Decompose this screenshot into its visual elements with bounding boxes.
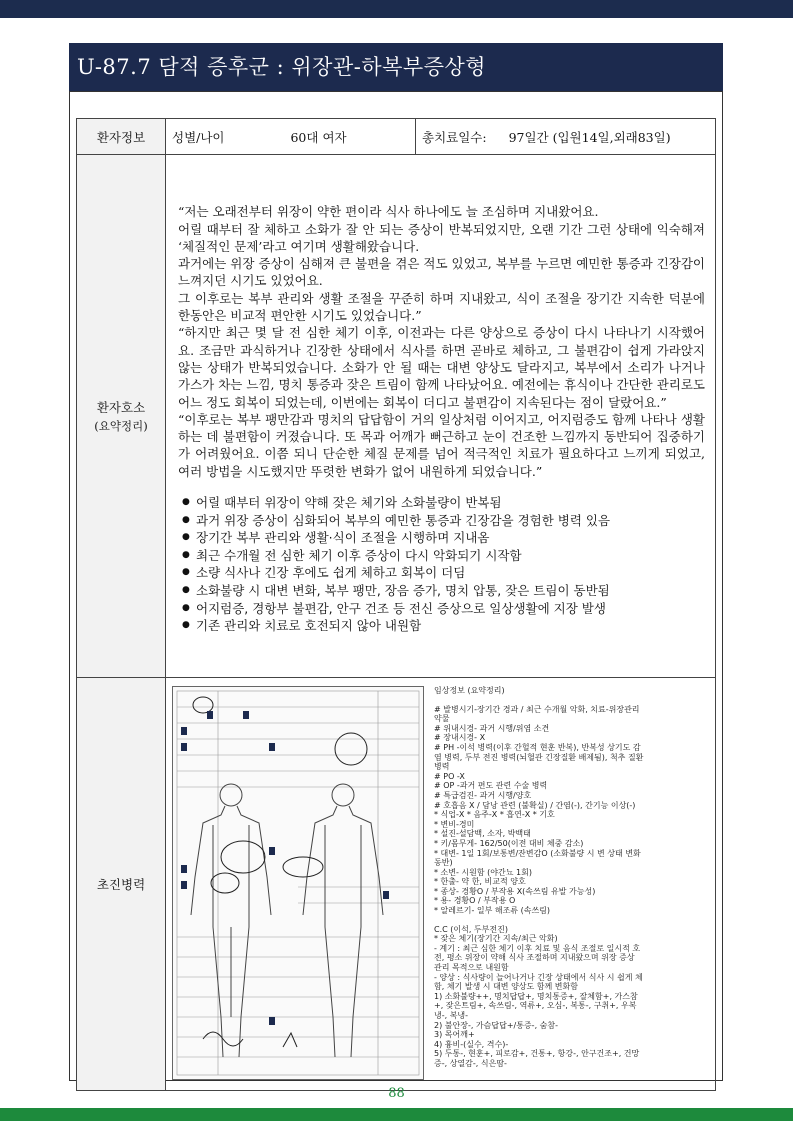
case-table [76, 118, 716, 1091]
patient-info-row [77, 119, 716, 155]
clinical-info [434, 686, 644, 1069]
clinical-line: * 변비-경미 [434, 819, 475, 829]
clinical-line: * 키/몸무게- 162/50(이전 대비 체중 감소) [434, 838, 584, 848]
summary-list [178, 494, 705, 635]
clinical-line: * 잦은 체기(장기간 지속/최근 악화) [434, 934, 558, 944]
clinical-line: * 소변- 시원함 (야간뇨 1회) [434, 867, 532, 877]
summary-item: ● 소량 식사나 긴장 후에도 쉽게 체하고 회복이 더딤 [196, 564, 705, 582]
complaint-text-cell [166, 155, 716, 678]
top-header-bar [0, 0, 793, 18]
summary-item: ● 어지럼증, 경항부 불편감, 안구 건조 등 전신 증상으로 일상생활에 지장 발생 [196, 600, 705, 618]
clinical-line: C.C (이석, 두부전진) [434, 924, 508, 934]
summary-item: ● 장기간 복부 관리와 생활·식이 조절을 시행하며 지내옴 [196, 529, 705, 547]
page-number: 88 [388, 1086, 405, 1101]
complaint-paragraph: 과거에는 위장 증상이 심해져 큰 불편을 겪은 적도 있었고, 복부를 누르면 예민한 통증과 긴장감이 느껴지던 시기도 있었어요. [178, 256, 705, 289]
complaint-paragraph: 그 이후로는 복부 관리와 생활 조절을 꾸준히 하며 지내왔고, 식이 조절을 장기간 지속한 덕분에 한동안은 비교적 편안한 시기도 있었습니다.” [178, 290, 705, 324]
sex-age-label: 성별/나이 [172, 129, 225, 145]
clinical-line: # 발병시기-장기간 경과 / 최근 수개월 악화, 치료-위장관리 약물 [434, 704, 640, 724]
clinical-line: 5) 두통-, 현훈+, 피로감+, 건통+, 항강-, 안구건조+, 건망증-, 상열감-, 식은땀- [434, 1049, 640, 1068]
clinical-line: # 장내시경- X [434, 733, 486, 743]
summary-item: ● 최근 수개월 전 심한 체기 이후 증상이 다시 악화되기 시작함 [196, 547, 705, 565]
clinical-line: # 특급검진- 과거 시행/양호 [434, 790, 532, 800]
page-title: U-87.7 담적 증후군 : 위장관-하복부증상형 [69, 43, 723, 91]
clinical-line: - 계기 : 최근 심한 체기 이후 치료 및 음식 조절로 일시적 호전, 평소 위장이 약해 식사 조절하며 지내왔으며 위장 증상 관리 목적으로 내원함 [434, 943, 641, 973]
clinical-line: # 위내시경- 과거 시행/위염 소견 [434, 723, 550, 733]
initial-exam-cell [166, 678, 716, 1091]
clinical-line: * 설진-설담백, 소자, 박백태 [434, 829, 531, 839]
summary-item: ● 소화불량 시 대변 변화, 복부 팽만, 장음 증가, 명치 압통, 잦은 트림이 동반됨 [196, 582, 705, 600]
clinical-line: 4) 흉비-(실수, 격수)- [434, 1039, 509, 1049]
treatment-days-label: 총치료일수: [422, 129, 487, 145]
clinical-line: # PO -X [434, 771, 465, 781]
treatment-days-cell [416, 119, 716, 155]
summary-item: ● 과거 위장 증상이 심화되어 복부의 예민한 통증과 긴장감을 경험한 병력 있음 [196, 512, 705, 530]
initial-exam-label: 초진병력 [77, 678, 166, 1091]
clinical-line: * 용- 경황O / 부작용 O [434, 896, 516, 906]
clinical-line: # 호흡음 X / 담낭 관련 (불확실) / 간염(-), 간기능 이상(-) [434, 800, 636, 810]
clinical-line: 2) 불안장-, 가슴답답+/통증-, 숨참- [434, 1020, 558, 1030]
clinical-line: # OP -과거 편도 관련 수술 병력 [434, 781, 548, 791]
clinical-line: - 양상 : 식사량이 늘어나거나 긴장 상태에서 식사 시 쉽게 체함, 체기 발생 시 대변 양상도 함께 변화함 [434, 972, 643, 992]
body-chart-form-image [172, 686, 424, 1080]
clinical-line: * 한출- 약 한, 비교적 양호 [434, 877, 526, 887]
sex-age-value: 60대 여자 [290, 129, 347, 145]
summary-item: ● 어릴 때부터 위장이 약해 잦은 체기와 소화불량이 반복됨 [196, 494, 705, 512]
complaint-paragraph: “하지만 최근 몇 달 전 심한 체기 이후, 이전과는 다른 양상으로 증상이 다시 나타나기 시작했어요. 조금만 과식하거나 긴장한 상태에서 식사를 하면 곧바로 체하고, 그 불편감이 쉽게 가라앉지 않는 상태가 반복되었습니다. 소화가 안 될 때는 대변 양상도 달라지고, 복부에서 소리가 나거나 가스가 차는 느낌, 명치 통증과 잦은 트림이 함께 나타났어요. 예전에는 휴식이나 간단한 관리로도 어느 정도 회복이 되었는데, 이번에는 회복이 더디고 불편감이 지속된다는 점이 달랐어요.” [178, 325, 705, 410]
initial-exam-row [77, 678, 716, 1091]
complaint-row [77, 155, 716, 678]
clinical-line: * 알레르기- 일부 해조류 (속쓰림) [434, 906, 551, 916]
clinical-line: 1) 소화불량++, 명치답답+, 명치통증+, 잘체함+, 가스참+, 잦은트림+, 속쓰림-, 역류+, 오심-, 복통-, 구취+, 우복냉-, 복냉- [434, 991, 638, 1020]
sex-age-cell [166, 119, 416, 155]
complaint-paragraph: “이후로는 복부 팽만감과 명치의 답답함이 거의 일상처럼 이어지고, 어지럼증도 함께 나타나 생활하는 데 불편함이 커졌습니다. 또 목과 어깨가 뻐근하고 눈이 건조한 느낌까지 동반되어 집중하기가 어려웠어요. 이쯤 되니 단순한 체질 문제를 넘어 적극적인 치료가 필요하다고 느끼게 되었고, 여러 방법을 시도했지만 뚜렷한 변화가 없어 내원하게 되었습니다.” [178, 411, 705, 479]
clinical-line: 3) 목어깨+ [434, 1030, 475, 1040]
complaint-paragraph: 어릴 때부터 잘 체하고 소화가 잘 안 되는 증상이 반복되었지만, 오랜 기간 그런 상태에 익숙해져 ‘체질적인 문제’라고 여기며 생활해왔습니다. [178, 221, 705, 254]
complaint-label-cell [77, 155, 166, 678]
clinical-line: * 대변- 1일 1회/보통변/잔변감O (소화불량 시 변 상태 변화 동반) [434, 848, 641, 868]
clinical-line: # PH -이석 병력(이후 간헐적 현훈 반복), 반복성 상기도 감염 병력, 두부 전진 병력(뇌혈관 긴장질환 배제됨), 척추 질환 병력 [434, 742, 644, 772]
complaint-sublabel: (요약정리) [94, 419, 148, 433]
complaint-paragraph: “저는 오래전부터 위장이 약한 편이라 식사 하나에도 늘 조심하며 지내왔어요. [178, 204, 599, 220]
treatment-days-value: 97일간 (입원14일,외래83일) [508, 129, 671, 145]
clinical-line: 임상정보 (요약정리) [434, 686, 505, 695]
bottom-footer-bar [0, 1108, 793, 1121]
clinical-line: * 종상- 경황O / 부작용 X(속쓰림 유발 가능성) [434, 886, 596, 896]
clinical-line: * 식업-X * 음주-X * 흡연-X * 기호 [434, 810, 555, 820]
complaint-label: 환자호소 [96, 400, 146, 415]
body-chart-icon [173, 687, 423, 1079]
summary-item: ● 기존 관리와 치료로 호전되지 않아 내원함 [196, 617, 705, 635]
patient-info-label: 환자정보 [77, 119, 166, 155]
